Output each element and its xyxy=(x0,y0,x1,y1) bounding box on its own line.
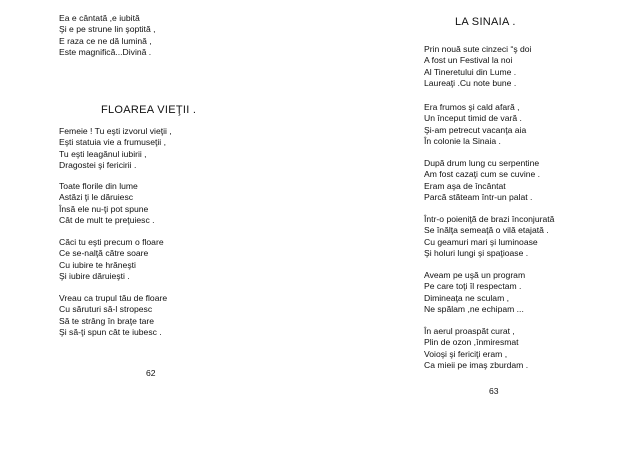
poem-line: E raza ce ne dă lumină , xyxy=(59,35,152,46)
poem-line: Cu geamuri mari şi luminoase xyxy=(424,236,538,247)
poem-line: Pe care toţi îl respectam . xyxy=(424,281,522,292)
poem-line: Însă ele nu-ţi pot spune xyxy=(59,203,149,214)
stanza xyxy=(59,126,172,171)
poem-line: Toate florile din lume xyxy=(59,181,138,191)
poem-line: Un început timid de vară . xyxy=(424,113,522,124)
poem-line: Ea e cântată ,e iubită xyxy=(59,13,140,23)
poem-line: A fost un Festival la noi xyxy=(424,55,513,66)
stanza xyxy=(59,293,167,338)
stanza xyxy=(424,326,528,371)
poem-line: Cât de mult te preţuiesc . xyxy=(59,214,155,225)
right-page xyxy=(319,0,638,452)
stanza xyxy=(424,102,526,147)
poem-title: LA SINAIA . xyxy=(455,16,516,28)
stanza-intro xyxy=(59,13,156,58)
poem-line: Ce se-nalţă către soare xyxy=(59,248,149,259)
page-number: 63 xyxy=(489,386,499,396)
poem-line: Ne spălam ,ne echipam ... xyxy=(424,303,524,314)
stanza xyxy=(424,214,554,259)
poem-line: Plin de ozon ,înmiresmat xyxy=(424,337,519,348)
poem-line: Şi iubire dăruieşti . xyxy=(59,270,130,281)
poem-line: Prin nouă sute cinzeci “ş doi xyxy=(424,44,532,54)
poem-line: Şi să-ţi spun cât te iubesc . xyxy=(59,326,162,337)
poem-line: Este magnifică...Divină . xyxy=(59,46,152,57)
poem-line: Cu iubire te hrăneşti xyxy=(59,259,136,270)
poem-line: În aerul proaspăt curat , xyxy=(424,326,515,336)
poem-line: Era frumos şi cald afară , xyxy=(424,102,520,112)
poem-line: Căci tu eşti precum o floare xyxy=(59,237,164,247)
stanza xyxy=(59,181,155,226)
poem-line: Tu eşti leagănul iubirii , xyxy=(59,148,147,159)
poem-line: Dimineaţa ne sculam , xyxy=(424,292,510,303)
poem-line: Aveam pe uşă un program xyxy=(424,270,526,280)
poem-line: Dragostei şi fericirii . xyxy=(59,159,137,170)
poem-line: Voioşi şi fericiţi eram , xyxy=(424,348,508,359)
poem-line: Eram aşa de încântat xyxy=(424,180,506,191)
poem-line: Se înălţa semeaţă o vilă etajată . xyxy=(424,225,549,236)
stanza xyxy=(424,158,540,203)
poem-line: Vreau ca trupul tău de floare xyxy=(59,293,168,303)
poem-line: După drum lung cu serpentine xyxy=(424,158,540,168)
poem-line: Şi-am petrecut vacanţa aia xyxy=(424,124,527,135)
stanza xyxy=(59,237,164,282)
page-number: 62 xyxy=(146,368,156,378)
poem-line: Laureaţi .Cu note bune . xyxy=(424,77,517,88)
stanza xyxy=(424,270,525,315)
poem-line: Ca mieii pe imaş zburdam . xyxy=(424,359,529,370)
poem-line: Astăzi ţi le dăruiesc xyxy=(59,192,134,203)
poem-line: Cu săruturi să-l stropesc xyxy=(59,304,153,315)
poem-title: FLOAREA VIEŢII . xyxy=(101,104,197,116)
poem-line: Într-o poieniţă de brazi înconjurată xyxy=(424,214,555,224)
poem-line: Parcă stăteam într-un palat . xyxy=(424,191,533,202)
poem-line: Eşti statuia vie a frumuseţii , xyxy=(59,137,166,148)
poem-line: Şi holuri lungi şi spaţioase . xyxy=(424,247,529,258)
poem-line: Femeie ! Tu eşti izvorul vieţii , xyxy=(59,126,172,136)
poem-line: Să te strâng în braţe tare xyxy=(59,315,155,326)
poem-line: În colonie la Sinaia . xyxy=(424,135,501,146)
stanza xyxy=(424,44,531,89)
poem-line: Şi e pe strune lin şoptită , xyxy=(59,24,156,35)
poem-line: Am fost cazaţi cum se cuvine . xyxy=(424,169,541,180)
poem-line: Al Tineretului din Lume . xyxy=(424,66,517,77)
